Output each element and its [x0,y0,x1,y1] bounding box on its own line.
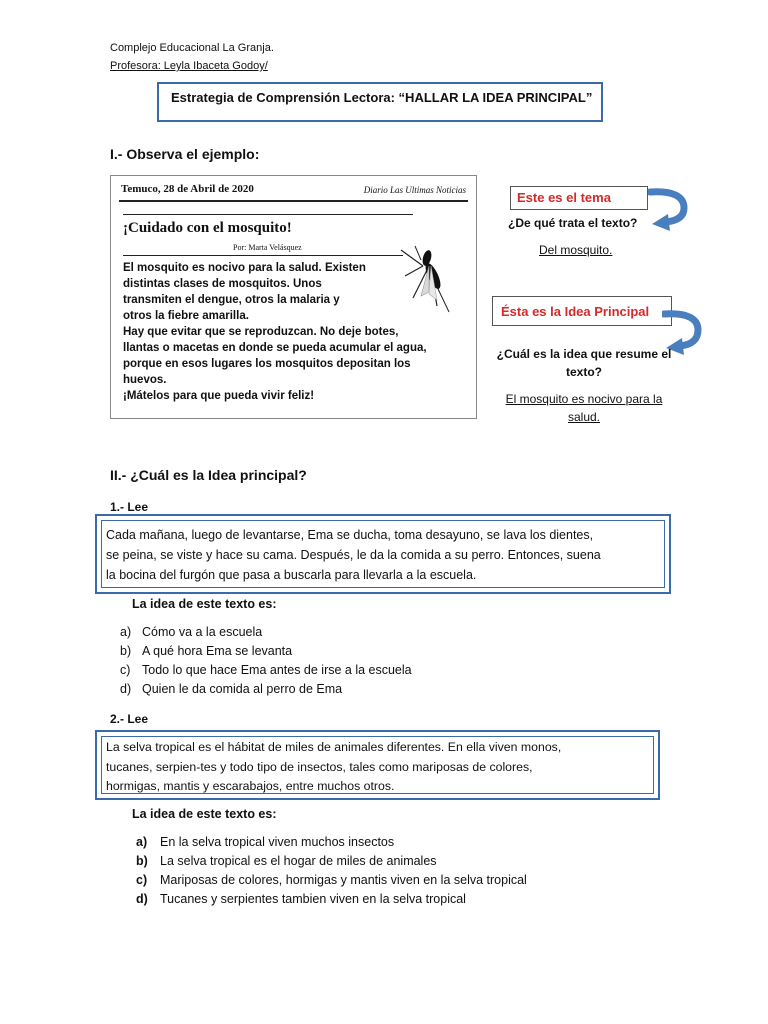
page-title: Estrategia de Comprensión Lectora: “HALLAR LA IDEA PRINCIPAL” [171,90,593,105]
option-b[interactable] [136,852,527,871]
option-text: A qué hora Ema se levanta [142,644,293,658]
divider [123,255,403,256]
teacher-name: Profesora: Leyla Ibaceta Godoy/ [110,60,268,72]
exercise-2-prompt: La idea de este texto es: [132,807,277,821]
body-line: huevos. [123,374,167,386]
option-text: Quien le da comida al perro de Ema [142,682,343,696]
option-text: Mariposas de colores, hormigas y mantis viven en la selva tropical [160,873,527,887]
curved-arrow-icon [648,186,690,234]
tema-answer: Del mosquito. [539,243,613,257]
newspaper-masthead [119,180,468,202]
newspaper-name: Diario Las Ultimas Noticias [363,185,466,195]
tema-label: Este es el tema [517,190,611,205]
body-line: distintas clases de mosquitos. Unos [123,278,322,290]
newspaper-date: Temuco, 28 de Abril de 2020 [121,183,254,195]
exercise-1-text [106,525,661,585]
text-line: hormigas, mantis y escarabajos, entre muchos otros. [106,779,395,793]
newspaper-headline: ¡Cuidado con el mosquito! [123,220,292,236]
option-d[interactable] [120,680,412,699]
text-line: se peina, se viste y hace su cama. Después, le da la comida a su perro. Entonces, suena [106,548,601,562]
body-line: El mosquito es nocivo para la salud. Existen [123,262,366,274]
section-1-heading: I.- Observa el ejemplo: [110,146,260,162]
body-line: Hay que evitar que se reproduzcan. No deje botes, [123,326,399,338]
body-line: porque en esos lugares los mosquitos depositan los [123,358,411,370]
mosquito-icon [393,236,463,316]
option-c[interactable] [120,661,412,680]
option-a[interactable] [136,833,527,852]
text-line: la bocina del furgón que pasa a buscarla para llevarla a la escuela. [106,568,477,582]
text-line: tucanes, serpien-tes y todo tipo de insectos, tales como mariposas de colores, [106,759,533,774]
option-c[interactable] [136,871,527,890]
body-line: otros la fiebre amarilla. [123,310,249,322]
option-text: Tucanes y serpientes tambien viven en la selva tropical [160,892,466,906]
option-letter: d) [136,892,148,906]
idea-question: ¿Cuál es la idea que resume el texto? [496,347,672,379]
option-letter: d) [120,682,132,696]
body-line: llantas o macetas en donde se pueda acumular el agua, [123,342,427,354]
option-letter: c) [120,663,131,677]
idea-label-box [492,296,672,326]
exercise-2-options [136,833,527,909]
option-text: Cómo va a la escuela [142,625,263,639]
option-a[interactable] [120,623,412,642]
option-d[interactable] [136,890,527,909]
text-line: La selva tropical es el hábitat de miles de animales diferentes. En ella viven monos, [106,740,562,754]
exercise-1-text-box [95,514,671,594]
exercise-1-options [120,623,412,699]
option-text: La selva tropical es el hogar de miles de animales [160,854,437,868]
section-2-heading: II.- ¿Cuál es la Idea principal? [110,467,307,483]
divider [123,214,413,215]
option-letter: a) [136,835,148,849]
option-letter: c) [136,873,148,887]
option-letter: b) [120,644,132,658]
exercise-1-prompt: La idea de este texto es: [132,597,277,611]
option-letter: b) [136,854,148,868]
option-b[interactable] [120,642,412,661]
option-text: Todo lo que hace Ema antes de irse a la escuela [142,663,412,677]
school-name: Complejo Educacional La Granja. [110,42,274,54]
idea-answer: El mosquito es nocivo para la salud. [505,392,663,424]
title-box [157,82,603,122]
exercise-2-text-box [95,730,660,800]
text-line: Cada mañana, luego de levantarse, Ema se ducha, toma desayuno, se lava los dientes, [106,528,594,542]
option-letter: a) [120,625,132,639]
newspaper-clipping [110,175,477,419]
tema-label-box [510,186,648,210]
newspaper-author: Por: Marta Velásquez [233,243,302,252]
tema-question: ¿De qué trata el texto? [508,216,638,230]
body-line: ¡Mátelos para que pueda vivir feliz! [123,390,315,402]
body-line: transmiten el dengue, otros la malaria y [123,294,340,306]
exercise-1-label: 1.- Lee [110,500,149,514]
exercise-2-label: 2.- Lee [110,712,149,726]
idea-label: Ésta es la Idea Principal [501,304,650,319]
exercise-2-text [106,738,650,797]
option-text: En la selva tropical viven muchos insectos [160,835,395,849]
